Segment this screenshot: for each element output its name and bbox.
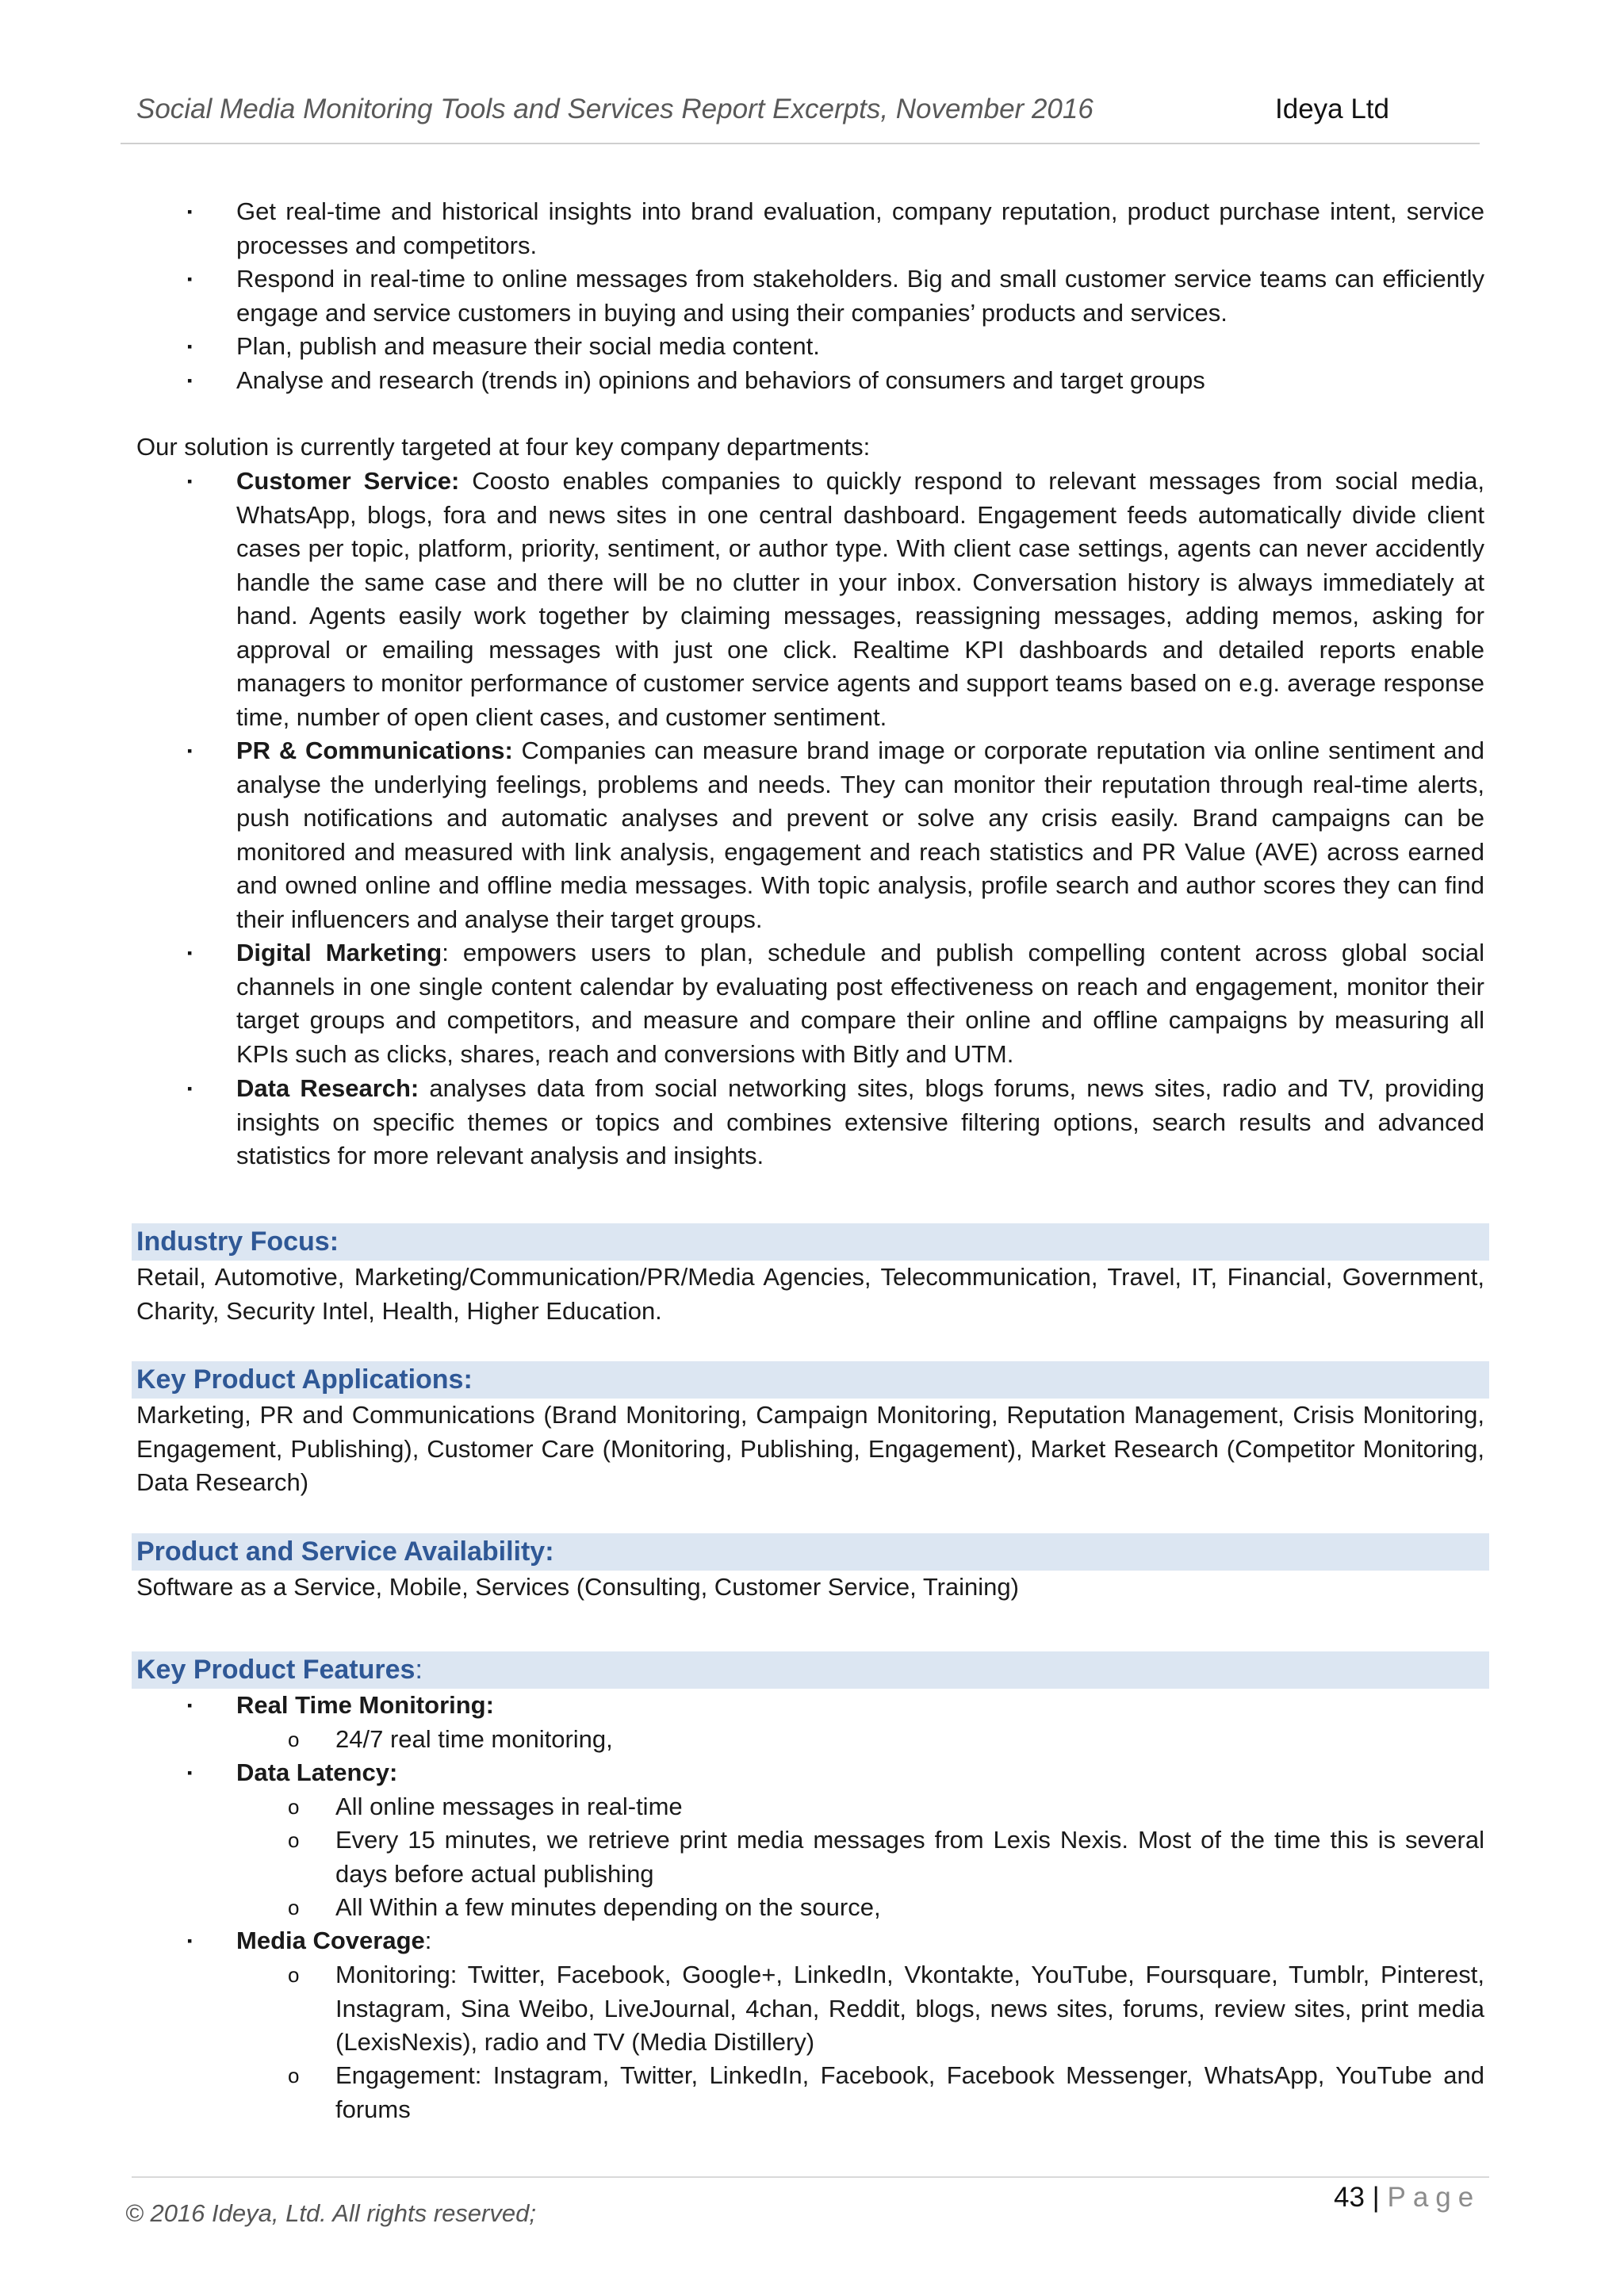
department-text: Companies can measure brand image or corporate reputation via online sentiment and analyse the underlying feelings, problems and needs. They can monitor their reputation through real-time alerts, push notifications and automatic analyses and prevent or solve any crisis easily. Brand campaigns can be monitored and measured with link analysis, engagement and reach statistics and PR Value (AVE) across earned and owned online and offline media messages. With topic analysis, profile search and author scores they can find their influencers and analyse their target groups. [236, 737, 1485, 933]
page-label: Page [1387, 2182, 1481, 2213]
department-text: : empowers users to plan, schedule and publish compelling content across global social channels in one single content calendar by evaluating post effectiveness on reach and engagement, monitor their target groups and competitors, and measure and compare their online and offline campaigns by measuring all KPIs such as clicks, shares, reach and conversions with Bitly and UTM. [236, 939, 1484, 1068]
circle-bullet-icon: o [288, 1963, 300, 1987]
section-title-availability: Product and Service Availability: [136, 1536, 554, 1567]
square-bullet-icon: ▪ [187, 204, 193, 220]
department-label: PR & Communications: [236, 737, 513, 764]
key-applications-text: Marketing, PR and Communications (Brand Monitoring, Campaign Monitoring, Reputation Management, Crisis Monitoring, Engagement, Publishing), Customer Care (Monitoring, Publishing, Engagement), Market Research (Competitor Monitoring, Data Research) [136, 1401, 1484, 1496]
industry-focus-text: Retail, Automotive, Marketing/Communication/PR/Media Agencies, Telecommunication, Travel, IT, Financial, Government, Charity, Security Intel, Health, Higher Education. [136, 1263, 1484, 1325]
feature-sub-item [288, 1723, 1484, 1757]
feature-sub-item [288, 2059, 1484, 2126]
section-title-industry-focus: Industry Focus: [136, 1226, 339, 1257]
list-item [187, 330, 1484, 364]
footer-copyright: © 2016 Ideya, Ltd. All rights reserved; [125, 2199, 536, 2227]
feature-sub-item [288, 1891, 1484, 1925]
feature-sub-text: 24/7 real time monitoring, [335, 1725, 613, 1753]
department-label: Data Research: [236, 1074, 419, 1102]
square-bullet-icon: ▪ [187, 1697, 193, 1713]
department-label: Customer Service: [236, 467, 460, 495]
department-data-research [187, 1072, 1485, 1173]
header-company: Ideya Ltd [1275, 94, 1389, 124]
square-bullet-icon: ▪ [187, 743, 193, 759]
feature-sub-text: Monitoring: Twitter, Facebook, Google+, LinkedIn, Vkontakte, YouTube, Foursquare, Tumblr, Pinterest, Instagram, Sina Weibo, LiveJournal, 4chan, Reddit, blogs, news sites, forums, review sites, print media (LexisNexis), radio and TV (Media Distillery) [335, 1961, 1484, 2056]
square-bullet-icon: ▪ [187, 271, 193, 287]
department-text: analyses data from social networking sites, blogs forums, news sites, radio and TV, providing insights on specific themes or topics and combines extensive filtering options, search results and advanced statistics for more relevant analysis and insights. [236, 1074, 1485, 1169]
department-text: Coosto enables companies to quickly respond to relevant messages from social media, WhatsApp, blogs, fora and news sites in one central dashboard. Engagement feeds automatically divide client cases per topic, platform, priority, sentiment, or author type. With client case settings, agents can never accidently handle the same case and there will be no clutter in your inbox. Conversation history is always immediately at hand. Agents easily work together by claiming messages, reassigning messages, adding memos, asking for approval or emailing messages with just one click. Realtime KPI dashboards and detailed reports enable managers to monitor performance of customer service agents and support teams based on e.g. average response time, number of open client cases, and customer sentiment. [236, 467, 1484, 731]
feature-sub-item [288, 1823, 1484, 1891]
section-title-key-features [136, 1651, 423, 1689]
feature-sub-text: All Within a few minutes depending on the source, [335, 1893, 881, 1921]
list-item-text: Respond in real-time to online messages from stakeholders. Big and small customer service teams can efficiently engage and service customers in buying and using their companies’ products and services. [236, 265, 1484, 327]
departments-intro: Our solution is currently targeted at four key company departments: [136, 433, 871, 461]
circle-bullet-icon: o [288, 1795, 300, 1819]
square-bullet-icon: ▪ [187, 945, 193, 961]
department-digital-marketing [187, 936, 1484, 1071]
department-pr-communications [187, 734, 1485, 936]
feature-label: Media Coverage [236, 1927, 425, 1954]
feature-item [187, 1924, 1484, 1958]
circle-bullet-icon: o [288, 1896, 300, 1919]
key-features-colon: : [415, 1655, 423, 1685]
feature-sub-item [288, 1958, 1484, 2060]
feature-label: Data Latency: [236, 1758, 398, 1786]
list-item-text: Plan, publish and measure their social media content. [236, 332, 820, 360]
footer-divider [132, 2176, 1489, 2178]
circle-bullet-icon: o [288, 2064, 300, 2087]
list-item-text: Analyse and research (trends in) opinions and behaviors of consumers and target groups [236, 366, 1205, 394]
feature-sub-text: Every 15 minutes, we retrieve print media messages from Lexis Nexis. Most of the time this is several days before actual publishing [335, 1826, 1484, 1888]
feature-sub-item [288, 1790, 1484, 1824]
page-number [1334, 2182, 1480, 2214]
feature-suffix: : [424, 1927, 432, 1954]
feature-item [187, 1689, 1484, 1723]
list-item [187, 195, 1484, 262]
feature-item [187, 1756, 1484, 1790]
key-features-title: Key Product Features [136, 1655, 416, 1685]
availability-text: Software as a Service, Mobile, Services (Consulting, Customer Service, Training) [136, 1573, 1019, 1601]
list-item-text: Get real-time and historical insights into brand evaluation, company reputation, product purchase intent, service processes and competitors. [236, 197, 1484, 259]
department-label: Digital Marketing [236, 939, 442, 966]
circle-bullet-icon: o [288, 1728, 300, 1751]
list-item [187, 262, 1484, 330]
feature-sub-text: All online messages in real-time [335, 1793, 683, 1820]
feature-sub-text: Engagement: Instagram, Twitter, LinkedIn, Facebook, Facebook Messenger, WhatsApp, YouTube and forums [335, 2061, 1484, 2123]
square-bullet-icon: ▪ [187, 1933, 193, 1949]
section-title-key-applications: Key Product Applications: [136, 1364, 473, 1395]
list-item [187, 364, 1484, 398]
circle-bullet-icon: o [288, 1828, 300, 1852]
page-number-value: 43 [1334, 2182, 1365, 2213]
header-title: Social Media Monitoring Tools and Services Report Excerpts, November 2016 [136, 94, 1094, 124]
square-bullet-icon: ▪ [187, 1081, 193, 1096]
page-separator: | [1372, 2182, 1380, 2213]
square-bullet-icon: ▪ [187, 473, 193, 489]
header-divider [121, 143, 1480, 144]
department-customer-service [187, 465, 1484, 734]
square-bullet-icon: ▪ [187, 373, 193, 388]
square-bullet-icon: ▪ [187, 339, 193, 354]
feature-label: Real Time Monitoring: [236, 1691, 494, 1719]
square-bullet-icon: ▪ [187, 1765, 193, 1781]
